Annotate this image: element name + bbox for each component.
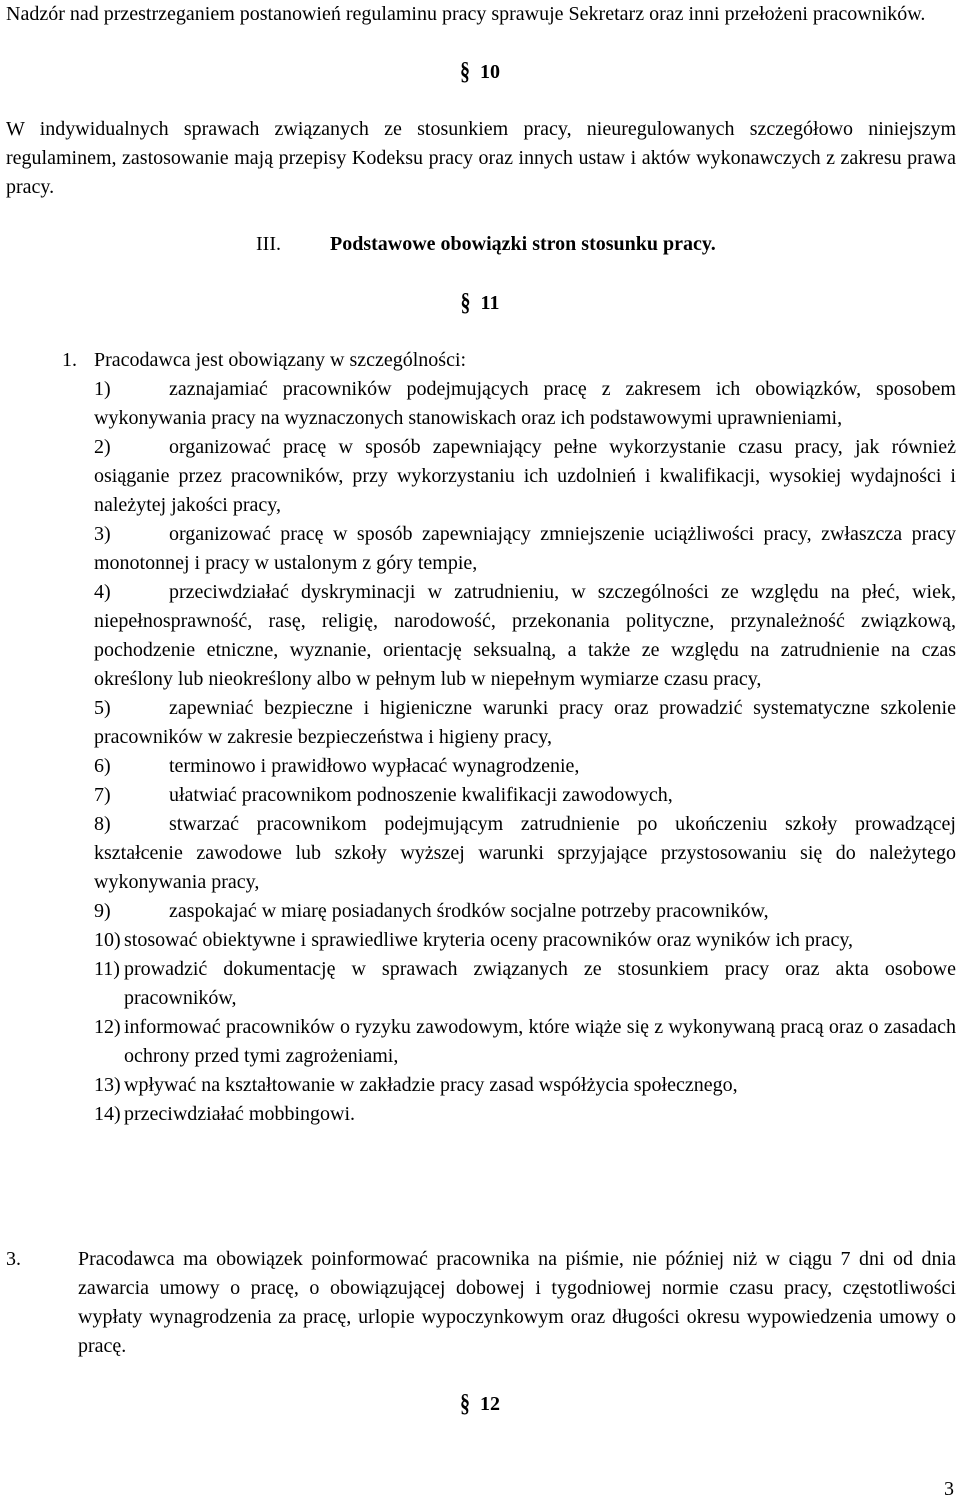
list-item [94, 955, 956, 1013]
section-number: 11 [480, 292, 500, 314]
section-heading-12 [0, 1390, 960, 1419]
chapter-number: III. [256, 233, 281, 255]
list-item [94, 520, 956, 578]
section-number: 12 [480, 1393, 500, 1415]
list-item-number: 7) [94, 784, 111, 806]
list-item-text: organizować pracę w sposób zapewniający zmniejszenie uciążliwości pracy, zwłaszcza pracy monotonnej i pracy w ustalonym z góry tempie, [94, 523, 956, 574]
list-item [94, 897, 956, 926]
list-item-text: informować pracowników o ryzyku zawodowym, które wiąże się z wykonywaną pracą oraz o zasadach ochrony przed tymi zagrożeniami, [124, 1016, 956, 1067]
list-item-text: przeciwdziałać mobbingowi. [124, 1103, 356, 1125]
list-item [94, 752, 956, 781]
list-item [94, 578, 956, 694]
section-10-paragraph: W indywidualnych sprawach związanych ze stosunkiem pracy, nieuregulowanych szczegółowo niniejszym regulaminem, zastosowanie mają przepisy Kodeksu pracy oraz innych ustaw i aktów wykonawczych z zakresu prawa pracy. [6, 118, 956, 198]
list-item-text: zapewniać bezpieczne i higieniczne warunki pracy oraz prowadzić systematyczne szkolenie pracowników w zakresie bezpieczeństwa i higieny pracy, [94, 697, 956, 748]
point-text: Pracodawca ma obowiązek poinformować pracownika na piśmie, nie później niż w ciągu 7 dni od dnia zawarcia umowy o pracę, o obowiązującej dobowej i tygodniowej normie czasu pracy, częstotliwości wypłaty wynagrodzenia za pracę, urlopie wypoczynkowym oraz długości okresu wypowiedzenia umowy o pracę. [78, 1248, 956, 1357]
list-item [94, 433, 956, 520]
list-item [94, 1100, 956, 1129]
list-item-number: 6) [94, 755, 111, 777]
list-item-text: stosować obiektywne i sprawiedliwe kryteria oceny pracowników oraz wyników ich pracy, [124, 929, 854, 951]
list-item [94, 1071, 956, 1100]
list-item-text: organizować pracę w sposób zapewniający pełne wykorzystanie czasu pracy, jak również osiąganie przez pracowników, przy wykorzystaniu ich uzdolnień i kwalifikacji, wysokiej wydajności i należytej jakości pracy, [94, 436, 956, 516]
list-item-text: terminowo i prawidłowo wypłacać wynagrodzenie, [169, 755, 580, 777]
list-item-text: przeciwdziałać dyskryminacji w zatrudnieniu, w szczególności ze względu na płeć, wiek, niepełnosprawność, rasę, religię, narodowość, przekonania polityczne, przynależność związkową, pochodzenie etniczne, wyznanie, orientację seksualną, a także ze względu na zatrudnienie na czas określony lub nieokreślony albo w pełnym lub w niepełnym wymiarze czasu pracy, [94, 581, 956, 690]
list-item [94, 694, 956, 752]
list-item-text: wpływać na kształtowanie w zakładzie pracy zasad współżycia społecznego, [124, 1074, 738, 1096]
list-item [94, 781, 956, 810]
point-number: 1. [62, 349, 77, 371]
list-item-text: stwarzać pracownikom podejmującym zatrudnienie po ukończeniu szkoły prowadzącej kształcenie zawodowe lub szkoły wyższej warunki sprzyjające przystosowaniu się do należytego wykonywania pracy, [94, 813, 956, 893]
section-number: 10 [480, 61, 500, 83]
list-item-number: 4) [94, 581, 111, 603]
list-item-number: 13) [94, 1074, 121, 1096]
list-item-text: ułatwiać pracownikom podnoszenie kwalifikacji zawodowych, [169, 784, 673, 806]
section-symbol: § [460, 1390, 470, 1418]
point-1-intro [62, 346, 466, 375]
opening-paragraph: Nadzór nad przestrzeganiem postanowień regulaminu pracy sprawuje Sekretarz oraz inni przełożeni pracowników. [6, 3, 926, 25]
list-item-number: 12) [94, 1016, 121, 1038]
list-item-number: 11) [94, 958, 120, 980]
list-item [94, 926, 956, 955]
list-item-number: 10) [94, 929, 121, 951]
list-item-number: 5) [94, 697, 111, 719]
page-number: 3 [944, 1478, 954, 1500]
list-item-number: 8) [94, 813, 111, 835]
point-3 [6, 1245, 956, 1361]
employer-duties-list [94, 375, 956, 1129]
section-symbol: § [460, 58, 470, 86]
list-item-text: zaspokajać w miarę posiadanych środków socjalne potrzeby pracowników, [169, 900, 769, 922]
chapter-title: Podstawowe obowiązki stron stosunku pracy. [330, 233, 716, 255]
point-number: 3. [6, 1248, 21, 1270]
list-item [94, 375, 956, 433]
list-item-number: 3) [94, 523, 111, 545]
chapter-heading [256, 230, 716, 259]
list-item [94, 810, 956, 897]
list-item [94, 1013, 956, 1071]
list-item-number: 2) [94, 436, 111, 458]
list-item-number: 9) [94, 900, 111, 922]
point-text: Pracodawca jest obowiązany w szczególności: [94, 349, 467, 371]
section-heading-10 [0, 58, 960, 87]
list-item-number: 14) [94, 1103, 121, 1125]
list-item-text: prowadzić dokumentację w sprawach związanych ze stosunkiem pracy oraz akta osobowe pracowników, [124, 958, 956, 1009]
section-heading-11 [0, 289, 960, 318]
list-item-text: zaznajamiać pracowników podejmujących pracę z zakresem ich obowiązków, sposobem wykonywania pracy na wyznaczonych stanowiskach oraz ich podstawowymi uprawnieniami, [94, 378, 956, 429]
section-symbol: § [460, 289, 471, 317]
list-item-number: 1) [94, 378, 111, 400]
